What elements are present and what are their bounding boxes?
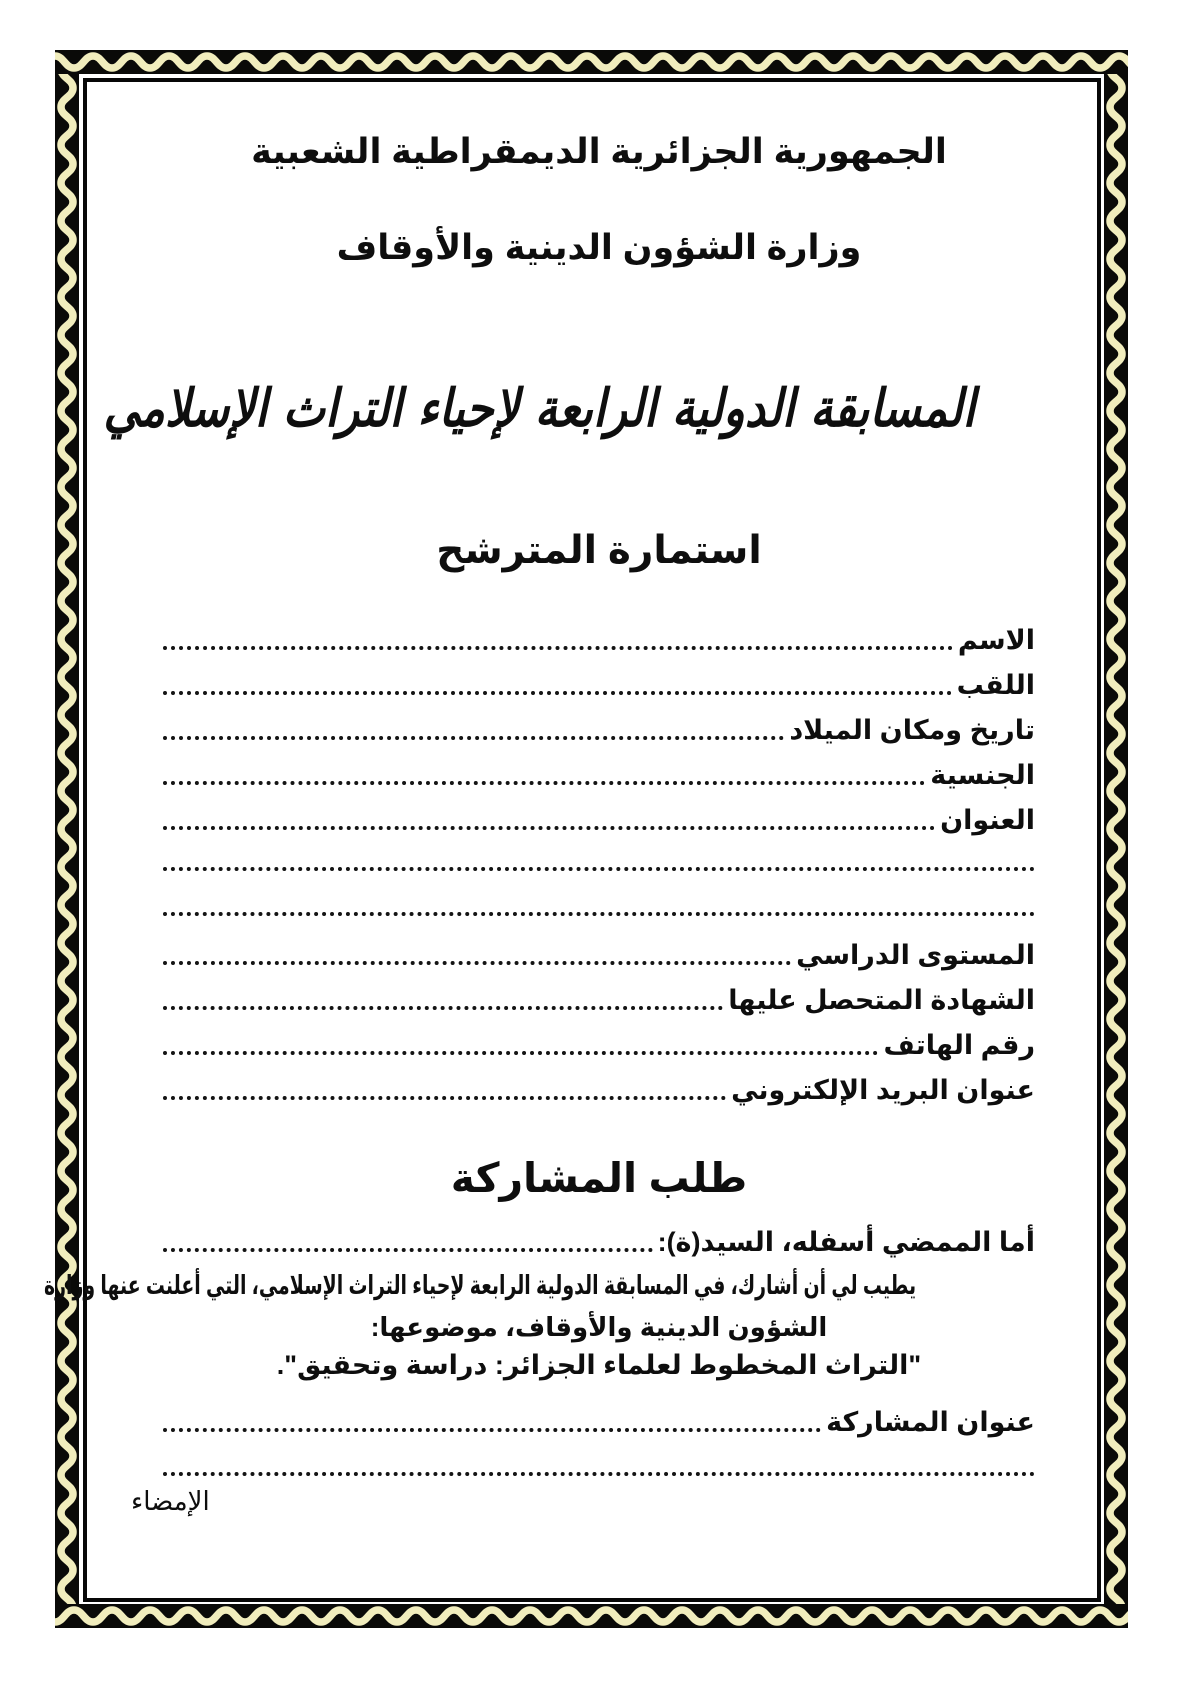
address-continuation-line (163, 841, 1035, 871)
field-label-nationality: الجنسية (930, 760, 1035, 790)
candidate-form-title: استمارة المترشح (436, 529, 762, 572)
field-row-first-name (163, 616, 1035, 658)
entry-title-row (163, 1398, 1035, 1440)
frame-wave-top (55, 50, 1128, 74)
participation-body-line-1: يطيب لي أن أشارك، في المسابقة الدولية الرابعة لإحياء التراث الإسلامي، التي أعلنت عنها وزارة (43, 1270, 917, 1300)
field-label-first-name: الاسم (957, 625, 1035, 655)
field-row-address (163, 796, 1035, 838)
field-row-last-name (163, 661, 1035, 703)
address-continuation-line (163, 886, 1035, 916)
competition-title-calligraphy: المسابقة الدولية الرابعة لإحياء التراث الإسلامي (103, 378, 976, 439)
dotted-leader (163, 691, 952, 695)
participation-body-line-2: الشؤون الدينية والأوقاف، موضوعها: (370, 1312, 828, 1342)
field-label-address: العنوان (940, 805, 1035, 835)
frame-wave-left (55, 50, 79, 1628)
dotted-leader (163, 826, 935, 830)
frame-wave-right (1104, 50, 1128, 1628)
field-row-nationality (163, 751, 1035, 793)
dotted-leader (163, 781, 925, 785)
dotted-leader (163, 646, 953, 650)
field-label-birth-date-place: تاريخ ومكان الميلاد (789, 715, 1035, 745)
field-row-degree-obtained (163, 976, 1035, 1018)
field-label-degree-obtained: الشهادة المتحصل عليها (728, 985, 1035, 1015)
field-row-birth-date-place (163, 706, 1035, 748)
undersigned-label: أما الممضي أسفله، السيد(ة): (657, 1227, 1035, 1257)
entry-title-continuation-line (163, 1446, 1035, 1476)
dotted-leader (163, 1248, 653, 1252)
dotted-leader (163, 1051, 878, 1055)
field-label-email-address: عنوان البريد الإلكتروني (731, 1075, 1035, 1105)
ministry-heading: وزارة الشؤون الدينية والأوقاف (336, 228, 862, 267)
field-label-phone-number: رقم الهاتف (883, 1030, 1035, 1060)
dotted-leader (163, 961, 791, 965)
participation-request-title: طلب المشاركة (450, 1155, 748, 1201)
signature-label: الإمضاء (131, 1486, 210, 1516)
field-row-education-level (163, 931, 1035, 973)
undersigned-row (163, 1218, 1035, 1260)
entry-title-label: عنوان المشاركة (826, 1407, 1035, 1437)
field-label-last-name: اللقب (956, 670, 1035, 700)
dotted-leader (163, 1096, 726, 1100)
republic-heading: الجمهورية الجزائرية الديمقراطية الشعبية (251, 132, 947, 171)
field-label-education-level: المستوى الدراسي (796, 940, 1035, 970)
field-row-email-address (163, 1066, 1035, 1108)
competition-theme-quote: "التراث المخطوط لعلماء الجزائر: دراسة وتحقيق". (276, 1350, 922, 1380)
dotted-leader (163, 736, 784, 740)
dotted-leader (163, 1006, 723, 1010)
frame-wave-bottom (55, 1604, 1128, 1628)
field-row-phone-number (163, 1021, 1035, 1063)
dotted-leader (163, 1428, 821, 1432)
